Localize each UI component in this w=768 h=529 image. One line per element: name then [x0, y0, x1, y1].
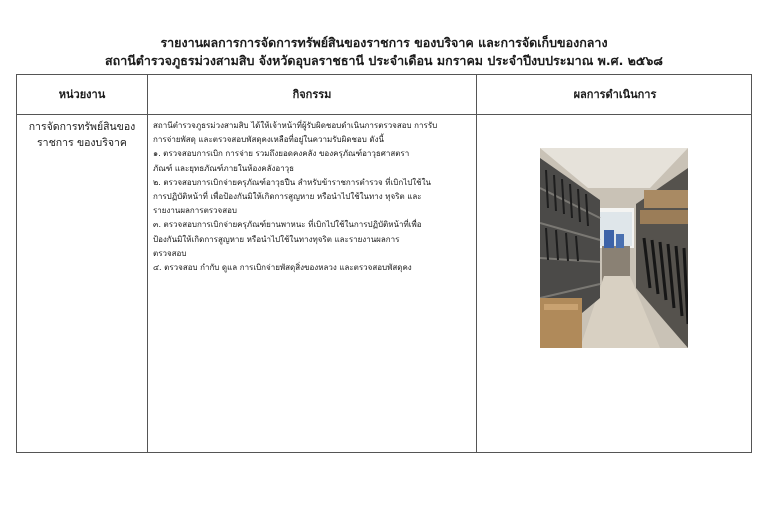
report-title-line-1: รายงานผลการการจัดการทรัพย์สินของราชการ ของบริจาค และการจัดเก็บของกลาง: [160, 35, 608, 50]
activity-line: ป้องกันมิให้เกิดการสูญหาย หรือนำไปใช้ในทางทุจริต และรายงานผลการ: [153, 234, 400, 244]
activity-line: ๑. ตรวจสอบการเบิก การจ่าย รวมถึงยอดคงคลัง ของครุภัณฑ์อาวุธศาสตรา: [153, 149, 410, 159]
activity-line: การปฏิบัติหน้าที่ เพื่อป้องกันมิให้เกิดการสูญหาย หรือนำไปใช้ในทาง ทุจริต และ: [153, 192, 422, 202]
armory-photo-image: [540, 148, 688, 348]
activity-cell: [153, 119, 471, 275]
report-table: [16, 74, 752, 453]
activity-line: ๓. ตรวจสอบการเบิกจ่ายครุภัณฑ์ยานพาหนะ ที่เบิกไปใช้ในการปฏิบัติหน้าที่เพื่อ: [153, 220, 422, 230]
armory-storage-room-photo: [540, 148, 688, 348]
activity-line: รายงานผลการตรวจสอบ: [153, 206, 238, 216]
activity-line: การจ่ายพัสดุ และตรวจสอบพัสดุคงเหลือที่อยู่ในความรับผิดชอบ ดังนี้: [153, 135, 384, 145]
activity-line: ภัณฑ์ และยุทธภัณฑ์ภายในห้องคลังอาวุธ: [153, 163, 295, 173]
activity-line: ๒. ตรวจสอบการเบิกจ่ายครุภัณฑ์อาวุธปืน สำหรับข้าราชการตำรวจ ที่เบิกไปใช้ใน: [153, 177, 431, 187]
header-unit: หน่วยงาน: [58, 88, 106, 101]
column-divider: [476, 75, 477, 452]
activity-line: ๔. ตรวจสอบ กำกับ ดูแล การเบิกจ่ายพัสดุสิ่งของหลวง และตรวจสอบพัสดุคง: [153, 263, 412, 273]
unit-cell: [21, 119, 143, 151]
activity-line: ตรวจสอบ: [153, 248, 187, 258]
header-activity: กิจกรรม: [292, 88, 332, 101]
unit-line: ราชการ ของบริจาค: [37, 137, 127, 149]
unit-line: การจัดการทรัพย์สินของ: [28, 121, 136, 133]
column-divider: [147, 75, 148, 452]
header-divider: [17, 114, 751, 115]
header-result: ผลการดำเนินการ: [573, 88, 657, 101]
activity-line: สถานีตำรวจภูธรม่วงสามสิบ ได้ให้เจ้าหน้าที่ผู้รับผิดชอบดำเนินการตรวจสอบ การรับ: [153, 121, 438, 130]
report-title-line-2: สถานีตำรวจภูธรม่วงสามสิบ จังหวัดอุบลราชธานี ประจำเดือน มกราคม ประจำปีงบประมาณ พ.ศ. ๒๕๖๘: [105, 53, 663, 68]
